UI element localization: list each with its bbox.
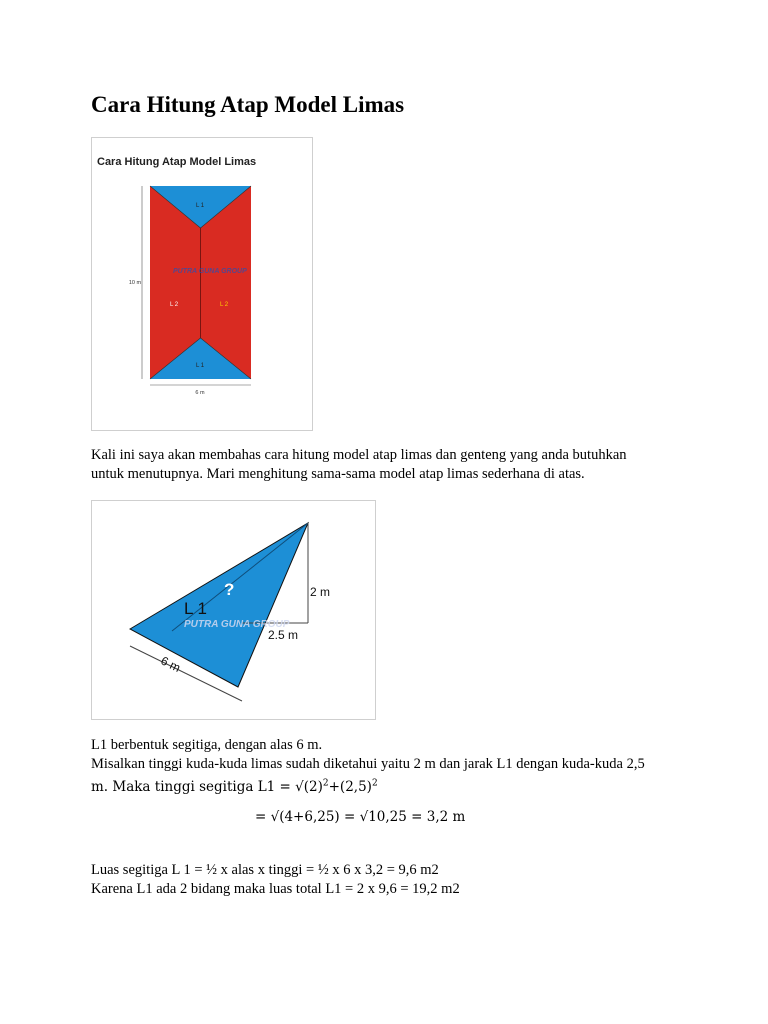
figure-title: Cara Hitung Atap Model Limas [97,156,257,168]
label-question: ? [224,580,235,599]
watermark: PUTRA GUNA GROUP [184,619,290,630]
width-label: 6 m [195,390,205,396]
intro-line-1: Kali ini saya akan membahas cara hitung model atap limas dan genteng yang anda butuhkan [91,447,627,463]
panel-label-left: L 2 [169,302,179,308]
panel-label-bottom: L 1 [195,363,205,369]
area-line-1: Luas segitiga L 1 = ½ x alas x tinggi = ½ x 6 x 3,2 = 9,6 m2 [91,862,439,878]
panel-label-right: L 2 [219,302,229,308]
label-distance: 2.5 m [268,628,299,642]
label-base: 6 m [158,653,183,675]
page-title: Cara Hitung Atap Model Limas [91,92,405,117]
label-height: 2 m [310,585,331,599]
superscript: 2 [371,778,378,788]
area-line-2: Karena L1 ada 2 bidang maka luas total L1 = 2 x 9,6 = 19,2 m2 [91,881,460,897]
watermark: PUTRA GUNA GROUP [173,268,247,275]
calc-line-3 [91,779,378,795]
label-l1: L 1 [184,599,208,618]
area-paragraph [91,861,691,899]
triangle-figure [91,500,376,720]
calc-paragraph [91,736,711,797]
length-label: 10 m [128,280,142,286]
calc-line-2: Misalkan tinggi kuda-kuda limas sudah diketahui yaitu 2 m dan jarak L1 dengan kuda-kuda 2,5 [91,756,645,772]
intro-paragraph [91,446,691,484]
intro-line-2: untuk menutupnya. Mari menghitung sama-sama model atap limas sederhana di atas. [91,466,585,482]
roof-plan-figure [91,137,313,431]
panel-label-top: L 1 [195,203,205,209]
calc-line-4: = √(4+6,25) = √10,25 = 3,2 m [255,809,466,825]
calc-line-3-mid: +(2,5) [328,778,372,795]
calc-line-1: L1 berbentuk segitiga, dengan alas 6 m. [91,737,323,753]
triangle-l1 [130,523,308,687]
superscript: 2 [322,778,329,788]
calc-line-3-prefix: m. Maka tinggi segitiga L1 = √(2) [91,778,323,795]
